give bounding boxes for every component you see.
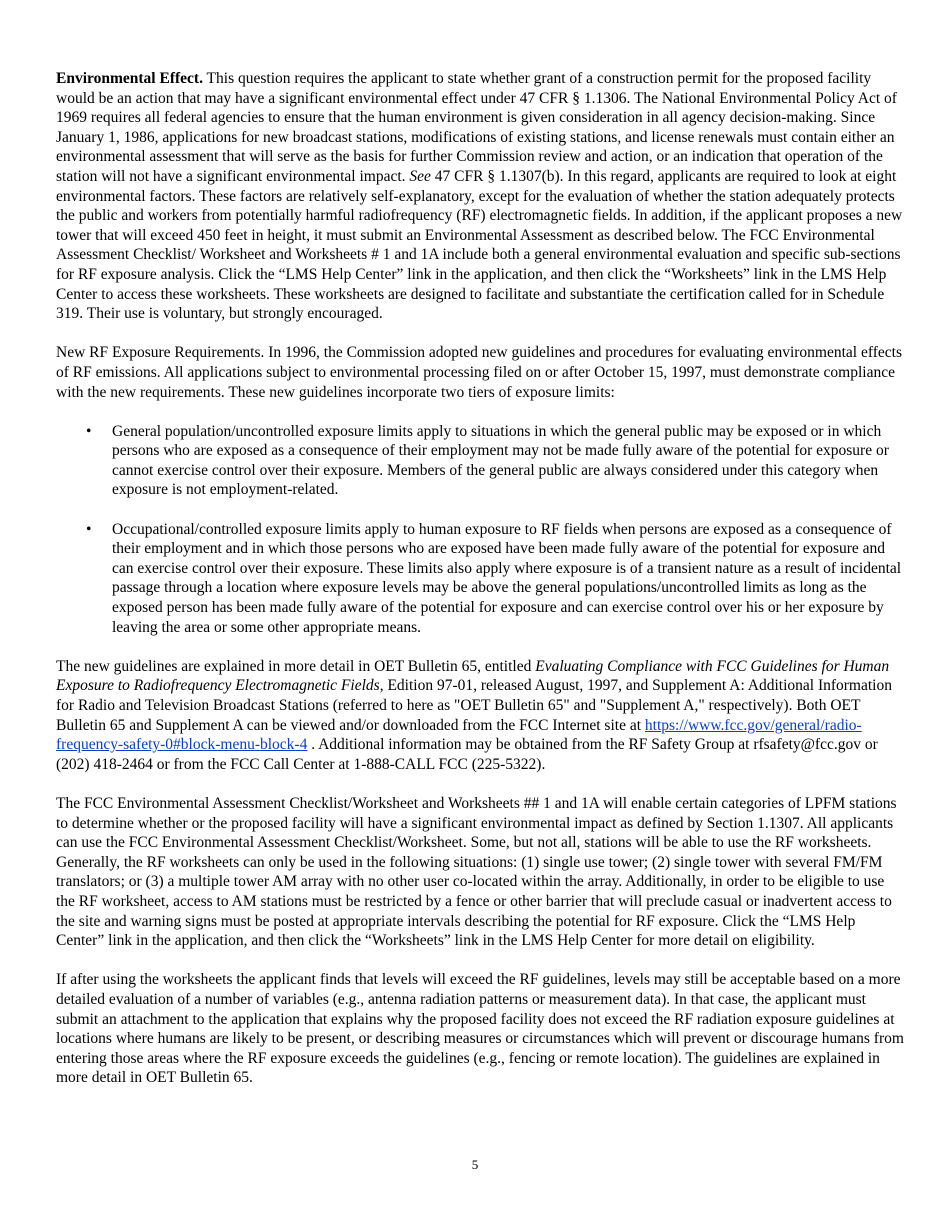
- list-item-text: General population/uncontrolled exposure limits apply to situations in which the general public may be exposed or in which persons who are exposed as a consequence of their employment may not be made fully aware of the potential for exposure or cannot exercise control over their exposure. Members of the general public are always considered under this category when exposure is not employment-related.: [112, 422, 889, 499]
- page-number: 5: [471, 1157, 479, 1172]
- document-page: [56, 69, 904, 1088]
- oet-bulletin-text-2: , Edition 97-01, released August, 1997, and Supplement A: Additional Information for Radio and Television Broadcast Stations (referred to here as "OET Bulletin 65" and "Supplement A," respectively). Both OET Bulletin 65 and Supplement A can be viewed and/or downloaded from the FCC Internet site at: [56, 677, 892, 734]
- list-item-general-population: [56, 422, 904, 500]
- environmental-effect-heading: Environmental Effect.: [56, 70, 203, 87]
- environmental-effect-paragraph: [56, 69, 904, 324]
- bullet-icon: •: [86, 520, 92, 538]
- rf-exposure-requirements-paragraph: New RF Exposure Requirements. In 1996, the Commission adopted new guidelines and procedures for evaluating environmental effects of RF emissions. All applications subject to environmental processing filed on or after October 15, 1997, must demonstrate compliance with the new requirements. These new guidelines incorporate two tiers of exposure limits:: [56, 344, 902, 401]
- exposure-tiers-list: [56, 422, 904, 638]
- oet-bulletin-paragraph: [56, 657, 904, 775]
- worksheets-paragraph: The FCC Environmental Assessment Checklist/Worksheet and Worksheets ## 1 and 1A will enable certain categories of LPFM stations to determine whether or the proposed facility will have a significant environmental impact as defined by Section 1.1307. All applicants can use the FCC Environmental Assessment Checklist/Worksheet. Some, but not all, stations will be able to use the RF worksheets. Generally, the RF worksheets can only be used in the following situations: (1) single use tower; (2) single tower with several FM/FM translators; or (3) a multiple tower AM array with no other user co-located within the array. Additionally, in order to be eligible to use the RF worksheet, access to AM stations must be restricted by a fence or other barrier that will preclude casual or inadvertent access to the site and warning signs must be posted at appropriate intervals describing the potential for RF exposure. Click the “LMS Help Center” link in the application, and then click the “Worksheets” link in the LMS Help Center for more detail on eligibility.: [56, 794, 897, 950]
- see-citation: See: [409, 167, 431, 185]
- exceed-guidelines-paragraph: If after using the worksheets the applicant finds that levels will exceed the RF guidelines, levels may still be acceptable based on a more detailed evaluation of a number of variables (e.g., antenna radiation patterns or measurement data). In that case, the applicant must submit an attachment to the application that explains why the proposed facility does not exceed the RF radiation exposure guidelines at locations where humans are likely to be present, or describing measures or circumstances which will prevent or discourage humans from entering those areas where the RF exposure exceeds the guidelines (e.g., fencing or remote location). The guidelines are explained in more detail in OET Bulletin 65.: [56, 971, 904, 1087]
- oet-bulletin-title: Evaluating Compliance with FCC Guidelines for Human Exposure to Radiofrequency Electromagnetic Fields: [56, 657, 890, 695]
- oet-bulletin-text-1: The new guidelines are explained in more detail in OET Bulletin 65, entitled: [56, 657, 536, 675]
- environmental-effect-text-2: 47 CFR § 1.1307(b). In this regard, applicants are required to look at eight environmental factors. These factors are relatively self-explanatory, except for the evaluation of whether the station adequately protects the public and workers from potentially harmful radiofrequency (RF) electromagnetic fields. In addition, if the applicant proposes a new tower that will exceed 450 feet in height, it must submit an Environmental Assessment as described below. The FCC Environmental Assessment Checklist/ Worksheet and Worksheets # 1 and 1A include both a general environmental evaluation and specific sub-sections for RF exposure analysis. Click the “LMS Help Center” link in the application, and then click the “Worksheets” link in the LMS Help Center to access these worksheets. These worksheets are designed to facilitate and substantiate the certification called for in Schedule 319. Their use is voluntary, but strongly encouraged.: [56, 167, 903, 323]
- environmental-effect-text-1: This question requires the applicant to state whether grant of a construction permit for the proposed facility would be an action that may have a significant environmental effect under 47 CFR § 1.1306. The National Environmental Policy Act of 1969 requires all federal agencies to ensure that the human environment is given consideration in all agency decision-making. Since January 1, 1986, applications for new broadcast stations, modifications of existing stations, and license renewals must contain either an environmental assessment that will serve as the basis for further Commission review and action, or an indication that operation of the station will not have a significant environmental impact.: [56, 70, 897, 185]
- list-item-text: Occupational/controlled exposure limits apply to human exposure to RF fields when persons are exposed as a consequence of their employment and in which those persons who are exposed have been made fully aware of the potential for exposure and can exercise control over their exposure. These limits also apply where exposure is of a transient nature as a result of incidental passage through a location where exposure levels may be above the general populations/uncontrolled limits as long as the exposed person has been made fully aware of the potential for exposure and can exercise control over his or her exposure by leaving the area or some other appropriate means.: [112, 520, 902, 636]
- bullet-icon: •: [86, 422, 92, 440]
- list-item-occupational: [56, 520, 904, 638]
- fcc-rf-safety-link[interactable]: https://www.fcc.gov/general/radio-frequency-safety-0#block-menu-block-4: [56, 716, 862, 754]
- oet-bulletin-text-3: . Additional information may be obtained from the RF Safety Group at rfsafety@fcc.gov or (202) 418-2464 or from the FCC Call Center at 1-888-CALL FCC (225-5322).: [56, 736, 878, 773]
